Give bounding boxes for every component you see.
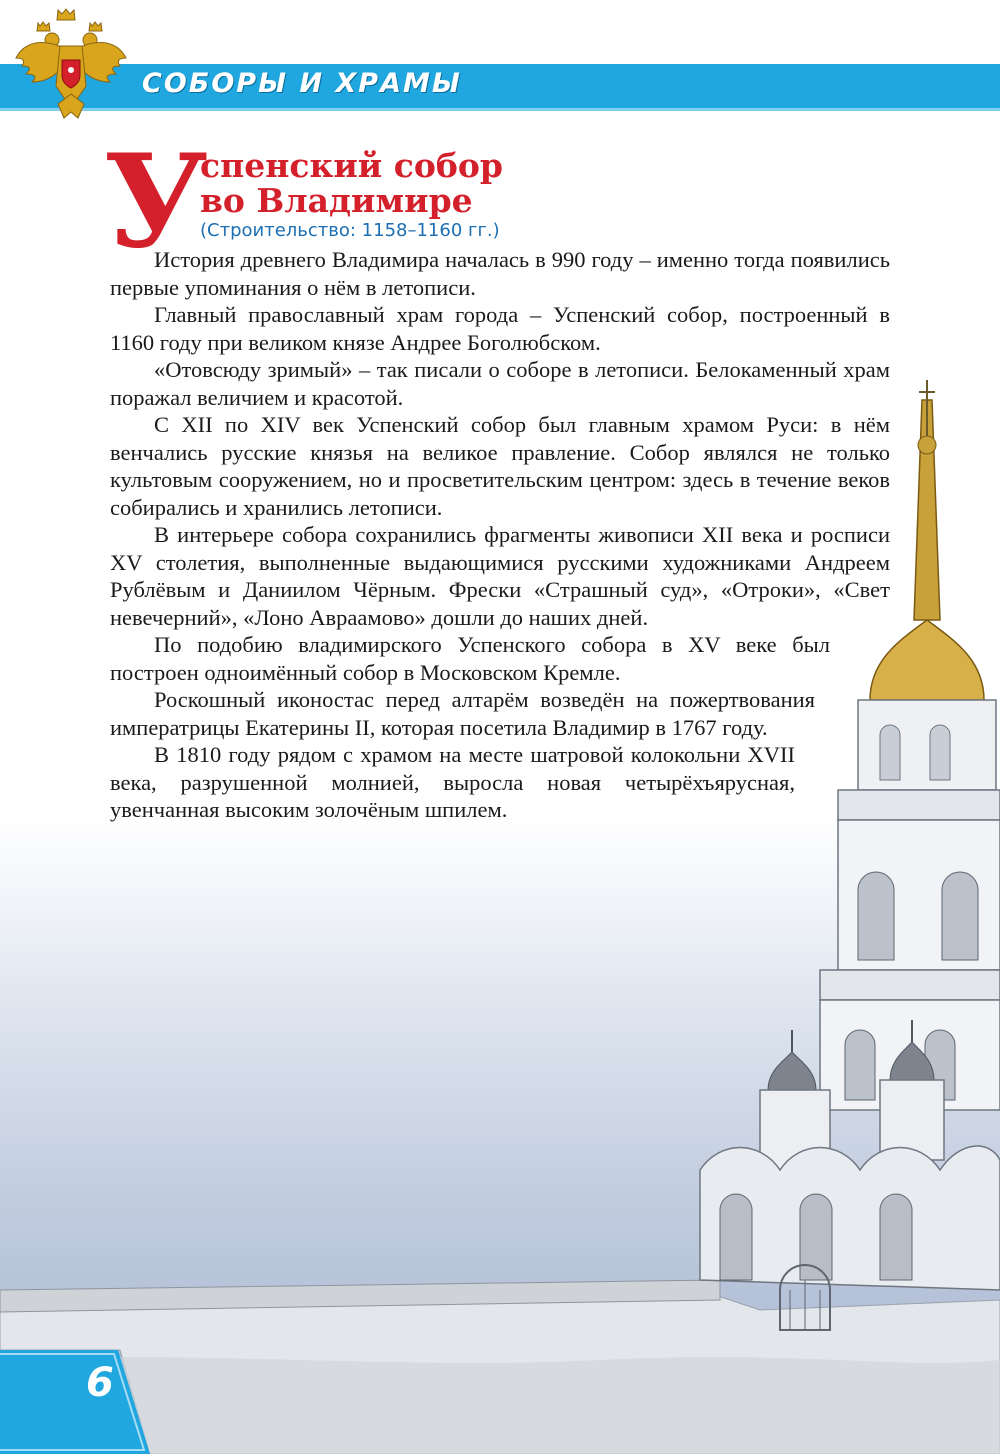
paragraph: В интерьере собора сохранились фрагменты живописи XII века и росписи XV столетия, выполненные выдающимися русскими художниками Андреем Рублёвым и Даниилом Чёрным. Фрески «Страшный суд», «Отроки», «Свет невечерний», «Лоно Авраамово» дошли до наших дней. [110,522,890,630]
title-line-1: спенский собор [200,146,503,185]
paragraph: «Отовсюду зримый» – так писали о соборе в летописи. Белокаменный храм поражал величием и красотой. [110,357,890,410]
paragraph: Роскошный иконостас перед алтарём возведён на пожертвования императрицы Екатерины II, которая посетила Владимир в 1767 году. [110,687,815,740]
construction-dates: (Строительство: 1158–1160 гг.) [200,220,500,241]
title-line-2: во Владимире [200,181,473,220]
article-body [110,246,890,824]
title-dropcap: У [104,127,208,277]
paragraph: История древнего Владимира началась в 990 году – именно тогда появились первые упоминания о нём в летописи. [110,247,890,300]
paragraph: По подобию владимирского Успенского собора в XV веке был построен одноимённый собор в Московском Кремле. [110,632,830,685]
paragraph: Главный православный храм города – Успенский собор, построенный в 1160 году при великом князе Андрее Боголюбском. [110,302,890,355]
paragraph: С XII по XIV век Успенский собор был главным храмом Руси: в нём венчались русские князья на великое правление. Собор являлся не только культовым сооружением, но и просветительским центром: здесь в течение веков собирались и хранились летописи. [110,412,890,520]
section-title: СОБОРЫ И ХРАМЫ [142,68,462,99]
paragraph: В 1810 году рядом с храмом на месте шатровой колокольни XVII века, разрушенной молнией, выросла новая четырёхъярусная, увенчанная высоким золочёным шпилем. [110,742,795,822]
page-number-tab [0,1350,150,1454]
page-number: 6 [86,1360,114,1406]
